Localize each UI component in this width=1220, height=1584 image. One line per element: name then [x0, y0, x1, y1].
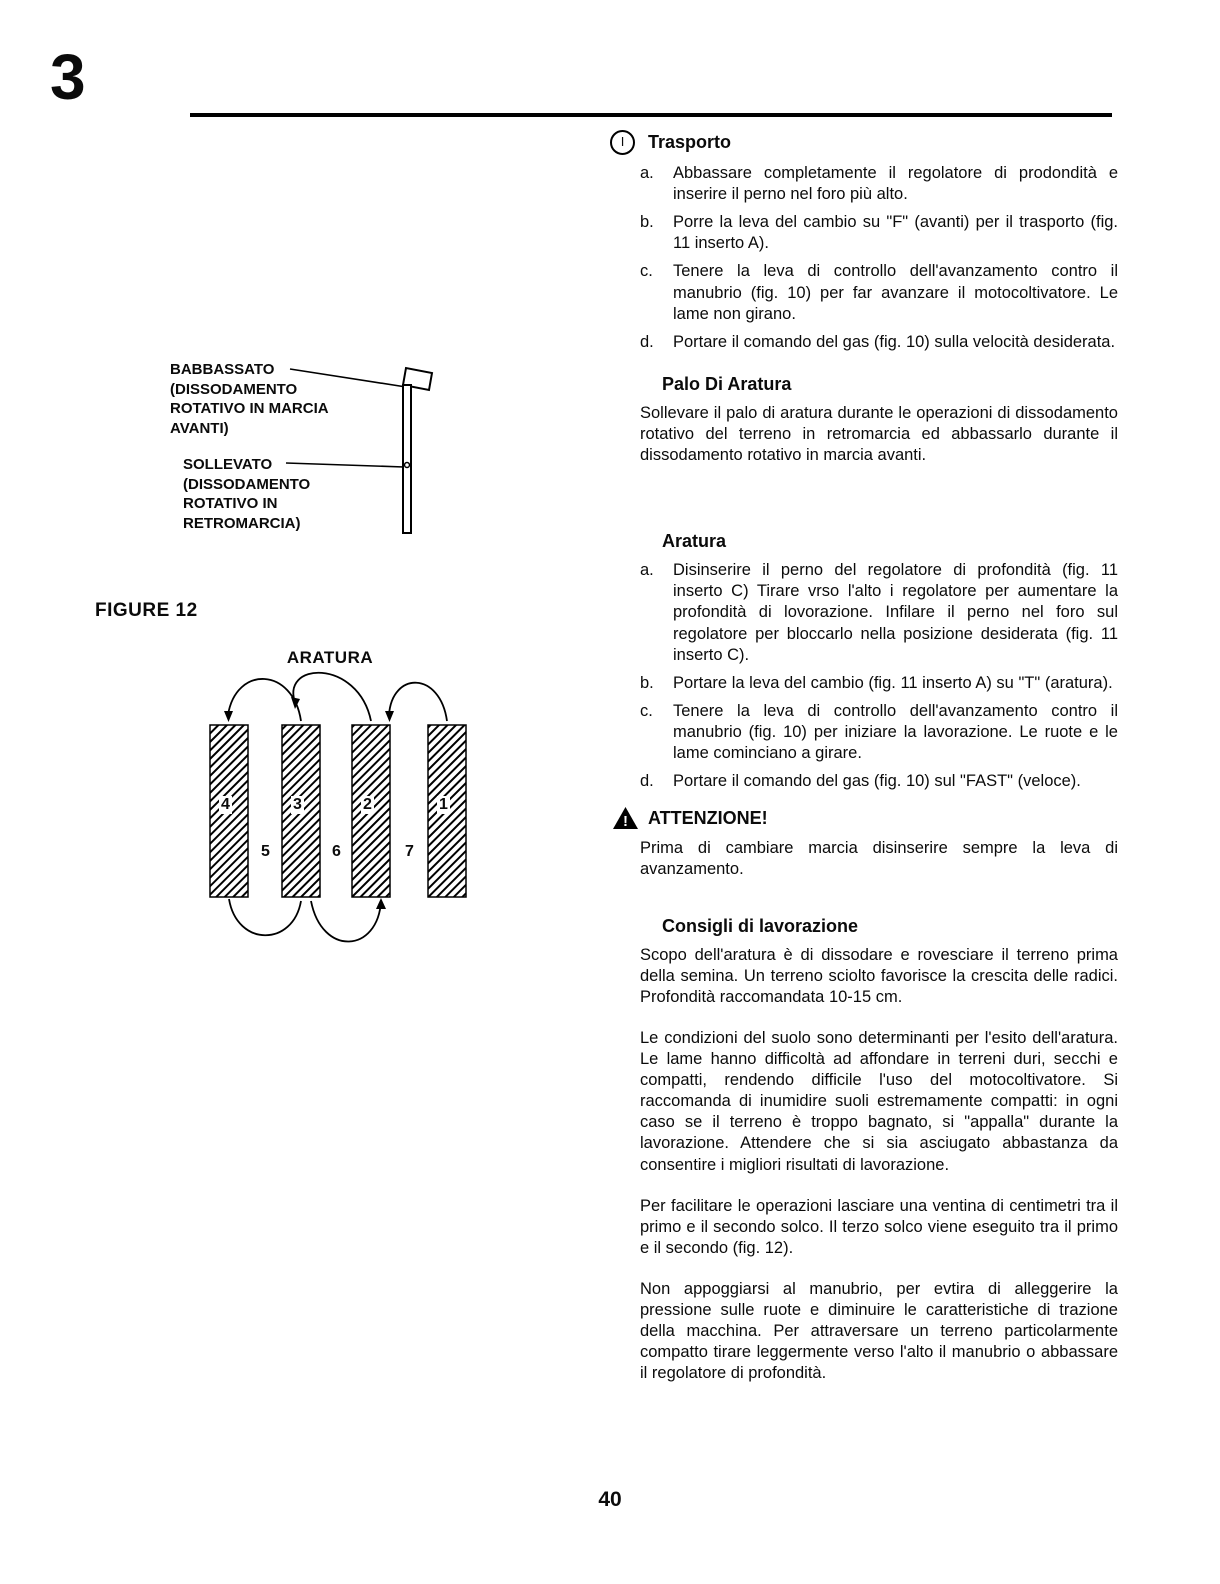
- procedure-item: [640, 332, 1118, 353]
- procedure-item: [640, 163, 1118, 205]
- furrow-bars: [210, 725, 466, 897]
- item-letter: b.: [640, 673, 654, 692]
- arrowhead: [376, 898, 386, 909]
- item-letter: c.: [640, 701, 653, 720]
- furrow-number: 5: [261, 843, 270, 860]
- warning-header: [612, 806, 1118, 830]
- section-title-aratura: Aratura: [662, 531, 727, 552]
- depth-lever-shape: [403, 368, 432, 533]
- paragraph: Le condizioni del suolo sono determinanti per l'esito dell'aratura. Le lame hanno difficoltà ad affondare in terreni duri, secchi e compatti, rendendo difficile l'uso del motocoltivatore. Si raccomanda di inumidire suoli estremamente compatti: in ogni caso se il terreno è troppo bagnato, si "appalla" durante la lavorazione. Attendere che si sia asciugato abbastanza da consentire i migliori risultati di lavorazione.: [640, 1028, 1118, 1174]
- plow-path-arrows-bottom: [229, 899, 381, 942]
- item-letter: a.: [640, 164, 654, 182]
- paragraph: Non appoggiarsi al manubrio, per evtira di alleggerire la pressione sulle ruote e diminuire le caratteristiche di trazione della macchina. Per attraversare un terreno particolarmente compatto tirare leggermente verso l'alto il manubrio o abbassare il regolatore di profondità.: [640, 1280, 1118, 1383]
- warning-icon: [612, 806, 639, 830]
- procedure-item: [640, 771, 1118, 792]
- furrow-number: 6: [332, 843, 341, 860]
- lever-label-raised: SOLLEVATO (DISSODAMENTO ROTATIVO IN RETROMARCIA): [183, 456, 311, 532]
- item-letter: d.: [640, 332, 654, 351]
- item-text: Porre la leva del cambio su "F" (avanti) per il trasporto (fig. 11 inserto A).: [673, 213, 1118, 253]
- item-letter: b.: [640, 213, 654, 232]
- furrow-number: 3: [293, 796, 302, 813]
- plow-path-arrows-top: [228, 673, 447, 721]
- paragraph: Sollevare il palo di aratura durante le operazioni di dissodamento rotativo del terreno in retromarcia ed abbassarlo durante il dissodamento rotativo in marcia avanti.: [640, 403, 1118, 465]
- furrow-number: 2: [363, 796, 372, 813]
- item-text: Tenere la leva di controllo dell'avanzamento contro il manubrio (fig. 10) per far avanzare il motocoltivatore. Le lame non girano.: [673, 262, 1118, 323]
- furrow-number: 1: [439, 796, 448, 813]
- arrowhead: [385, 711, 394, 722]
- circled-i-icon: [610, 130, 635, 155]
- paragraph: Prima di cambiare marcia disinserire sempre la leva di avanzamento.: [640, 839, 1118, 879]
- furrow-number: 4: [221, 796, 230, 813]
- section-header-trasporto: [610, 130, 1118, 155]
- item-text: Abbassare completamente il regolatore di prodondità e inserire il perno nel foro più alto.: [673, 164, 1118, 204]
- item-text: Disinserire il perno del regolatore di profondità (fig. 11 inserto C) Tirare vrso l'alto i regolatore per aumentare la profondità di lovorazione. Infilare il perno nel foro sul regolatore per bloccarlo nella posizione desiderata (fig. 11 inserto C).: [673, 561, 1118, 664]
- section-title-trasporto: Trasporto: [648, 131, 732, 152]
- item-text: Portare il comando del gas (fig. 10) sulla velocità desiderata.: [673, 332, 1116, 351]
- arrowhead: [291, 697, 300, 709]
- svg-text:!: !: [623, 813, 628, 831]
- item-letter: c.: [640, 262, 653, 281]
- section-title-consigli: Consigli di lavorazione: [662, 915, 859, 936]
- arrowhead: [224, 711, 233, 722]
- chapter-number: 3: [50, 41, 87, 113]
- procedure-item: [640, 673, 1118, 694]
- plow-diagram-title: ARATURA: [286, 648, 374, 667]
- header-rule: [190, 113, 1112, 117]
- procedure-item: [640, 212, 1118, 254]
- paragraph: Scopo dell'aratura è di dissodare e rovesciare il terreno prima della semina. Un terreno sciolto favorisce la crescita delle radici. Profondità raccomandata 10-15 cm.: [640, 945, 1118, 1006]
- procedure-item: [640, 701, 1118, 764]
- item-letter: a.: [640, 561, 654, 580]
- lever-label-lowered: BABBASSATO (DISSODAMENTO ROTATIVO IN MARCIA AVANTI): [170, 361, 329, 437]
- paragraph: Per facilitare le operazioni lasciare una ventina di centimetri tra il primo e il secondo solco. Il terzo solco viene eseguito tra il primo e il secondo (fig. 12).: [640, 1196, 1118, 1257]
- item-text: Portare il comando del gas (fig. 10) sul "FAST" (veloce).: [673, 772, 1081, 791]
- figure-caption: FIGURE 12: [95, 600, 198, 621]
- item-text: Portare la leva del cambio (fig. 11 inserto A) su "T" (aratura).: [673, 673, 1113, 692]
- section-title-palo-di-aratura: Palo Di Aratura: [662, 373, 792, 394]
- content-column: [620, 130, 1118, 1405]
- procedure-item: [640, 560, 1118, 666]
- section-marker: I: [620, 134, 625, 150]
- procedure-item: [640, 261, 1118, 324]
- page-number: 40: [598, 1488, 622, 1511]
- furrow-number: 7: [405, 843, 414, 860]
- item-text: Tenere la leva di controllo dell'avanzamento contro il manubrio (fig. 10) per iniziare la lavorazione. Le ruote e le lame cominciano a girare.: [673, 701, 1118, 763]
- item-letter: d.: [640, 772, 654, 791]
- warning-title: ATTENZIONE!: [648, 807, 768, 828]
